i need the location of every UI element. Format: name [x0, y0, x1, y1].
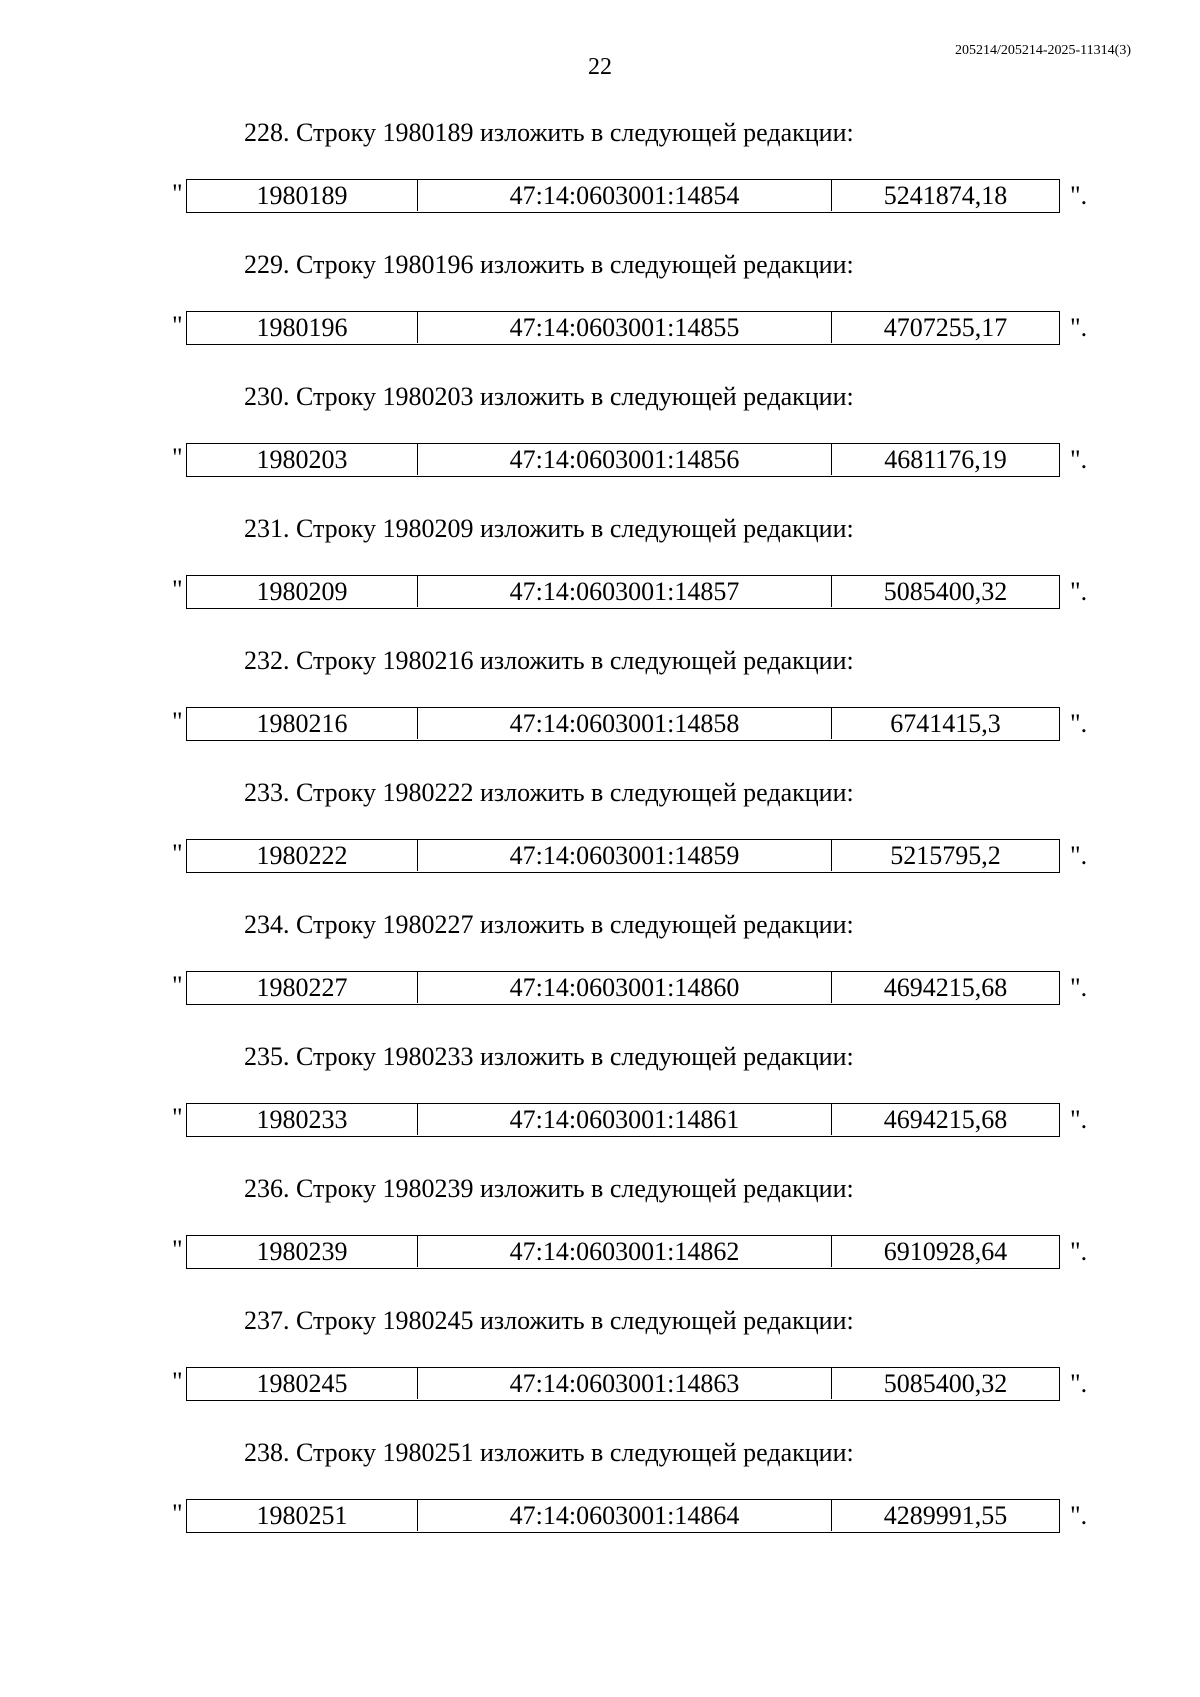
- closing-quote: ".: [1070, 709, 1088, 738]
- amendment-instruction: 230. Строку 1980203 изложить в следующей редакции:: [244, 382, 854, 411]
- table-row: [186, 1499, 1060, 1533]
- opening-quote: ": [172, 1499, 183, 1528]
- table-row: [186, 971, 1060, 1005]
- closing-quote: ".: [1070, 577, 1088, 606]
- opening-quote: ": [172, 1235, 183, 1264]
- closing-quote: ".: [1070, 1237, 1088, 1266]
- amendment-instruction: 228. Строку 1980189 изложить в следующей редакции:: [244, 118, 854, 147]
- opening-quote: ": [172, 707, 183, 736]
- amendment-entry-229: [0, 248, 1200, 380]
- amendment-entry-231: [0, 512, 1200, 644]
- table-row: [186, 1235, 1060, 1269]
- row-code-cell: 1980189: [256, 181, 348, 210]
- cadastral-number-cell: 47:14:0603001:14856: [417, 444, 831, 475]
- cadastral-number-cell: 47:14:0603001:14861: [417, 1104, 831, 1135]
- closing-quote: ".: [1070, 445, 1088, 474]
- cadastral-value-cell: 5215795,2: [831, 840, 1059, 871]
- replacement-row: [0, 311, 1200, 345]
- table-row: [186, 311, 1060, 345]
- table-row: [186, 839, 1060, 873]
- table-row: [186, 443, 1060, 477]
- closing-quote: ".: [1070, 313, 1088, 342]
- cadastral-number-cell: 47:14:0603001:14858: [417, 708, 831, 739]
- table-row: [186, 1367, 1060, 1401]
- table-row: [186, 179, 1060, 213]
- amendment-entry-233: [0, 776, 1200, 908]
- row-code-cell: 1980227: [256, 973, 348, 1002]
- cadastral-value-cell: 6910928,64: [831, 1236, 1059, 1267]
- cadastral-number-cell: 47:14:0603001:14860: [417, 972, 831, 1003]
- closing-quote: ".: [1070, 1369, 1088, 1398]
- row-code-cell: 1980233: [256, 1105, 348, 1134]
- replacement-row: [0, 1103, 1200, 1137]
- cadastral-number-cell: 47:14:0603001:14859: [417, 840, 831, 871]
- row-code-cell: 1980239: [256, 1237, 348, 1266]
- row-code-cell: 1980216: [256, 709, 348, 738]
- row-code-cell: 1980196: [256, 313, 348, 342]
- amendment-instruction: 236. Строку 1980239 изложить в следующей редакции:: [244, 1174, 854, 1203]
- opening-quote: ": [172, 575, 183, 604]
- amendment-entry-235: [0, 1040, 1200, 1172]
- amendment-entry-228: [0, 116, 1200, 248]
- amendment-entry-230: [0, 380, 1200, 512]
- cadastral-number-cell: 47:14:0603001:14864: [417, 1500, 831, 1531]
- opening-quote: ": [172, 971, 183, 1000]
- replacement-row: [0, 971, 1200, 1005]
- row-code-cell: 1980251: [256, 1501, 348, 1530]
- amendment-entry-237: [0, 1304, 1200, 1436]
- table-row: [186, 575, 1060, 609]
- amendment-list: [0, 116, 1200, 1568]
- table-row: [186, 707, 1060, 741]
- opening-quote: ": [172, 1103, 183, 1132]
- opening-quote: ": [172, 443, 183, 472]
- cadastral-value-cell: 5241874,18: [831, 180, 1059, 211]
- cadastral-value-cell: 4707255,17: [831, 312, 1059, 343]
- amendment-instruction: 231. Строку 1980209 изложить в следующей редакции:: [244, 514, 854, 543]
- document-id: 205214/205214-2025-11314(3): [954, 43, 1131, 58]
- cadastral-number-cell: 47:14:0603001:14854: [417, 180, 831, 211]
- replacement-row: [0, 1235, 1200, 1269]
- closing-quote: ".: [1070, 973, 1088, 1002]
- closing-quote: ".: [1070, 1501, 1088, 1530]
- page-number: 22: [588, 54, 612, 80]
- replacement-row: [0, 1367, 1200, 1401]
- row-code-cell: 1980222: [256, 841, 348, 870]
- cadastral-value-cell: 6741415,3: [831, 708, 1059, 739]
- amendment-entry-234: [0, 908, 1200, 1040]
- cadastral-value-cell: 4694215,68: [831, 972, 1059, 1003]
- cadastral-number-cell: 47:14:0603001:14862: [417, 1236, 831, 1267]
- amendment-instruction: 234. Строку 1980227 изложить в следующей редакции:: [244, 910, 854, 939]
- opening-quote: ": [172, 179, 183, 208]
- amendment-instruction: 232. Строку 1980216 изложить в следующей редакции:: [244, 646, 854, 675]
- amendment-instruction: 237. Строку 1980245 изложить в следующей редакции:: [244, 1306, 854, 1335]
- replacement-row: [0, 575, 1200, 609]
- replacement-row: [0, 179, 1200, 213]
- replacement-row: [0, 707, 1200, 741]
- cadastral-number-cell: 47:14:0603001:14863: [417, 1368, 831, 1399]
- opening-quote: ": [172, 1367, 183, 1396]
- cadastral-number-cell: 47:14:0603001:14857: [417, 576, 831, 607]
- amendment-entry-238: [0, 1436, 1200, 1568]
- cadastral-value-cell: 4681176,19: [831, 444, 1059, 475]
- cadastral-value-cell: 4694215,68: [831, 1104, 1059, 1135]
- cadastral-value-cell: 5085400,32: [831, 576, 1059, 607]
- opening-quote: ": [172, 839, 183, 868]
- row-code-cell: 1980245: [256, 1369, 348, 1398]
- table-row: [186, 1103, 1060, 1137]
- replacement-row: [0, 1499, 1200, 1533]
- amendment-entry-236: [0, 1172, 1200, 1304]
- amendment-instruction: 235. Строку 1980233 изложить в следующей редакции:: [244, 1042, 854, 1071]
- replacement-row: [0, 839, 1200, 873]
- opening-quote: ": [172, 311, 183, 340]
- closing-quote: ".: [1070, 841, 1088, 870]
- amendment-instruction: 229. Строку 1980196 изложить в следующей редакции:: [244, 250, 854, 279]
- amendment-entry-232: [0, 644, 1200, 776]
- replacement-row: [0, 443, 1200, 477]
- amendment-instruction: 233. Строку 1980222 изложить в следующей редакции:: [244, 778, 854, 807]
- cadastral-value-cell: 4289991,55: [831, 1500, 1059, 1531]
- cadastral-value-cell: 5085400,32: [831, 1368, 1059, 1399]
- row-code-cell: 1980209: [256, 577, 348, 606]
- amendment-instruction: 238. Строку 1980251 изложить в следующей редакции:: [244, 1438, 854, 1467]
- row-code-cell: 1980203: [256, 445, 348, 474]
- cadastral-number-cell: 47:14:0603001:14855: [417, 312, 831, 343]
- closing-quote: ".: [1070, 181, 1088, 210]
- closing-quote: ".: [1070, 1105, 1088, 1134]
